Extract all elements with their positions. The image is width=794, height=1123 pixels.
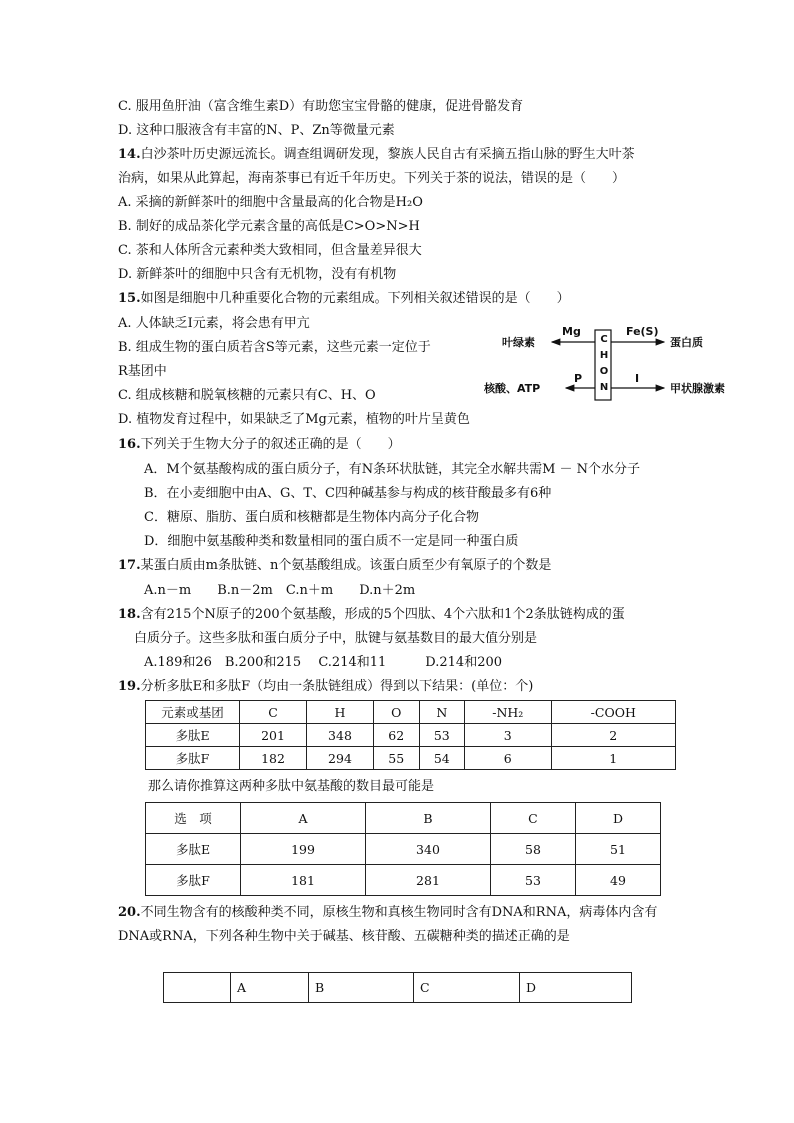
table-cell: 281 [365, 865, 490, 896]
table-cell: 2 [551, 724, 676, 747]
table-header-cell: O [373, 701, 419, 724]
table-header-cell: H [306, 701, 373, 724]
question-15-stem [118, 290, 570, 308]
table-cell: 6 [465, 747, 551, 770]
question-14-option-c: C. 茶和人体所含元素种类大致相同，但含量差异很大 [118, 243, 422, 258]
table-cell: 54 [419, 747, 465, 770]
question-number: 17. [118, 558, 141, 573]
question-number: 20. [118, 905, 141, 920]
question-text: 含有215个N原子的200个氨基酸，形成的5个四肽、4个六肽和1个2条肽链构成的蛋 [140, 607, 625, 622]
question-15-option-c: C. 组成核糖和脱氧核糖的元素只有C、H、O [118, 388, 376, 403]
question-18-stem-2: 白质分子。这些多肽和蛋白质分子中，肽键与氨基数目的最大值分别是 [134, 631, 538, 646]
question-15-option-d: D. 植物发育过程中，如果缺乏了Mg元素，植物的叶片呈黄色 [118, 412, 470, 427]
table-header-row [146, 803, 661, 834]
table-cell: 182 [240, 747, 307, 770]
question-text: 下列关于生物大分子的叙述正确的是（ ） [140, 437, 401, 452]
table-header-cell: D [575, 803, 660, 834]
question-text: 白沙茶叶历史源远流长。调查组调研发现，黎族人民自古有采摘五指山脉的野生大叶茶 [140, 147, 635, 162]
question-14-stem [118, 146, 635, 164]
question-15-option-b: B. 组成生物的蛋白质若含S等元素，这些元素一定位于 [118, 340, 431, 355]
question-16-option-c: C．糖原、脂肪、蛋白质和核糖都是生物体内高分子化合物 [144, 510, 479, 525]
table-cell: 62 [373, 724, 419, 747]
table-header-cell: B [365, 803, 490, 834]
table-cell: 多肽F [146, 747, 240, 770]
table-header-cell: A [231, 973, 309, 1003]
question-text: 如图是细胞中几种重要化合物的元素组成。下列相关叙述错误的是（ ） [140, 291, 570, 306]
table-cell: 51 [575, 834, 660, 865]
table-header-cell: B [309, 973, 414, 1003]
table-cell: 49 [575, 865, 660, 896]
table-cell: 53 [490, 865, 575, 896]
table-cell: 199 [241, 834, 366, 865]
question-17-stem [118, 557, 551, 575]
element-o: O [599, 366, 609, 377]
question-20-stem [118, 904, 657, 922]
question-number: 16. [118, 437, 141, 452]
question-18-options: A.189和26 B.200和215 C.214和11 D.214和200 [144, 655, 503, 670]
question-16-stem [118, 436, 401, 454]
label-i: I [635, 372, 640, 385]
option-c-line: C. 服用鱼肝油（富含维生素D）有助您宝宝骨骼的健康，促进骨骼发育 [118, 99, 524, 114]
table-cell: 340 [365, 834, 490, 865]
table-cell: 53 [419, 724, 465, 747]
question-16-option-b: B．在小麦细胞中由A、G、T、C四种碱基参与构成的核苷酸最多有6种 [144, 486, 552, 501]
question-text: 某蛋白质由m条肽链、n个氨基酸组成。该蛋白质至少有氧原子的个数是 [140, 558, 552, 573]
table-header-cell [164, 973, 231, 1003]
label-chlorophyll: 叶绿素 [502, 336, 535, 349]
table-header-cell: D [520, 973, 632, 1003]
label-p: P [574, 372, 583, 385]
table-row [146, 747, 676, 770]
table-row [146, 724, 676, 747]
question-number: 14. [118, 147, 141, 162]
question-text: 分析多肽E和多肽F（均由一条肽链组成）得到以下结果：(单位：个) [140, 679, 534, 694]
element-c: C [600, 334, 608, 345]
table-cell: 3 [465, 724, 551, 747]
question-16-option-a: A．M个氨基酸构成的蛋白质分子，有N条环状肽链，其完全水解共需M － N个水分子 [144, 462, 641, 477]
table-row [146, 865, 661, 896]
table-header-cell: A [241, 803, 366, 834]
question-number: 19. [118, 679, 141, 694]
element-diagram [484, 322, 742, 402]
element-composition-table [145, 700, 676, 770]
label-mg: Mg [562, 325, 581, 338]
element-symbols [598, 332, 610, 396]
table-row [146, 834, 661, 865]
table-cell: 201 [240, 724, 307, 747]
table-cell: 348 [306, 724, 373, 747]
table-cell: 181 [241, 865, 366, 896]
question-15-option-b-cont: R基团中 [118, 364, 167, 379]
table-cell: 294 [306, 747, 373, 770]
label-fe-s: Fe(S) [626, 325, 659, 338]
question-20-stem-2: DNA或RNA，下列各种生物中关于碱基、核苷酸、五碳糖种类的描述正确的是 [118, 929, 570, 944]
question-14-option-d: D. 新鲜茶叶的细胞中只含有无机物，没有有机物 [118, 267, 397, 282]
question-19-stem [118, 678, 533, 696]
table-header-cell: C [240, 701, 307, 724]
question-number: 15. [118, 291, 141, 306]
table-header-cell: 选 项 [146, 803, 241, 834]
table-header-cell: 元素或基团 [146, 701, 240, 724]
element-h: H [599, 350, 609, 361]
table-header-cell: -COOH [551, 701, 676, 724]
option-d-line: D. 这种口服液含有丰富的N、P、Zn等微量元素 [118, 123, 395, 138]
table-cell: 1 [551, 747, 676, 770]
label-protein: 蛋白质 [670, 336, 703, 349]
table-header-cell: -NH₂ [465, 701, 551, 724]
table-cell: 55 [373, 747, 419, 770]
question-20-table [163, 972, 632, 1003]
question-text: 不同生物含有的核酸种类不同，原核生物和真核生物同时含有DNA和RNA，病毒体内含有 [140, 905, 658, 920]
table-cell: 58 [490, 834, 575, 865]
table-header-cell: C [414, 973, 520, 1003]
table-cell: 多肽F [146, 865, 241, 896]
question-number: 18. [118, 607, 141, 622]
question-17-options: A.n－m B.n－2m C.n＋m D.n＋2m [144, 583, 416, 598]
question-14-stem-2: 治病，如果从此算起，海南茶事已有近千年历史。下列关于茶的说法，错误的是（ ） [118, 171, 626, 186]
question-15-option-a: A. 人体缺乏I元素，将会患有甲亢 [118, 316, 310, 331]
table-header-cell: N [419, 701, 465, 724]
element-n: N [599, 382, 609, 393]
table-header-cell: C [490, 803, 575, 834]
question-14-option-a: A. 采摘的新鲜茶叶的细胞中含量最高的化合物是H₂O [118, 195, 423, 210]
question-14-option-b: B. 制好的成品茶化学元素含量的高低是C>O>N>H [118, 219, 420, 234]
table-cell: 多肽E [146, 834, 241, 865]
question-18-stem [118, 606, 625, 624]
amino-acid-options-table [145, 802, 661, 896]
question-19-subprompt: 那么请你推算这两种多肽中氨基酸的数目最可能是 [148, 779, 435, 794]
table-cell: 多肽E [146, 724, 240, 747]
label-thyroid-hormone: 甲状腺激素 [670, 382, 725, 395]
label-nucleic-acid-atp: 核酸、ATP [484, 382, 541, 395]
question-16-option-d: D．细胞中氨基酸种类和数量相同的蛋白质不一定是同一种蛋白质 [144, 534, 519, 549]
table-header-row [164, 973, 632, 1003]
table-header-row [146, 701, 676, 724]
